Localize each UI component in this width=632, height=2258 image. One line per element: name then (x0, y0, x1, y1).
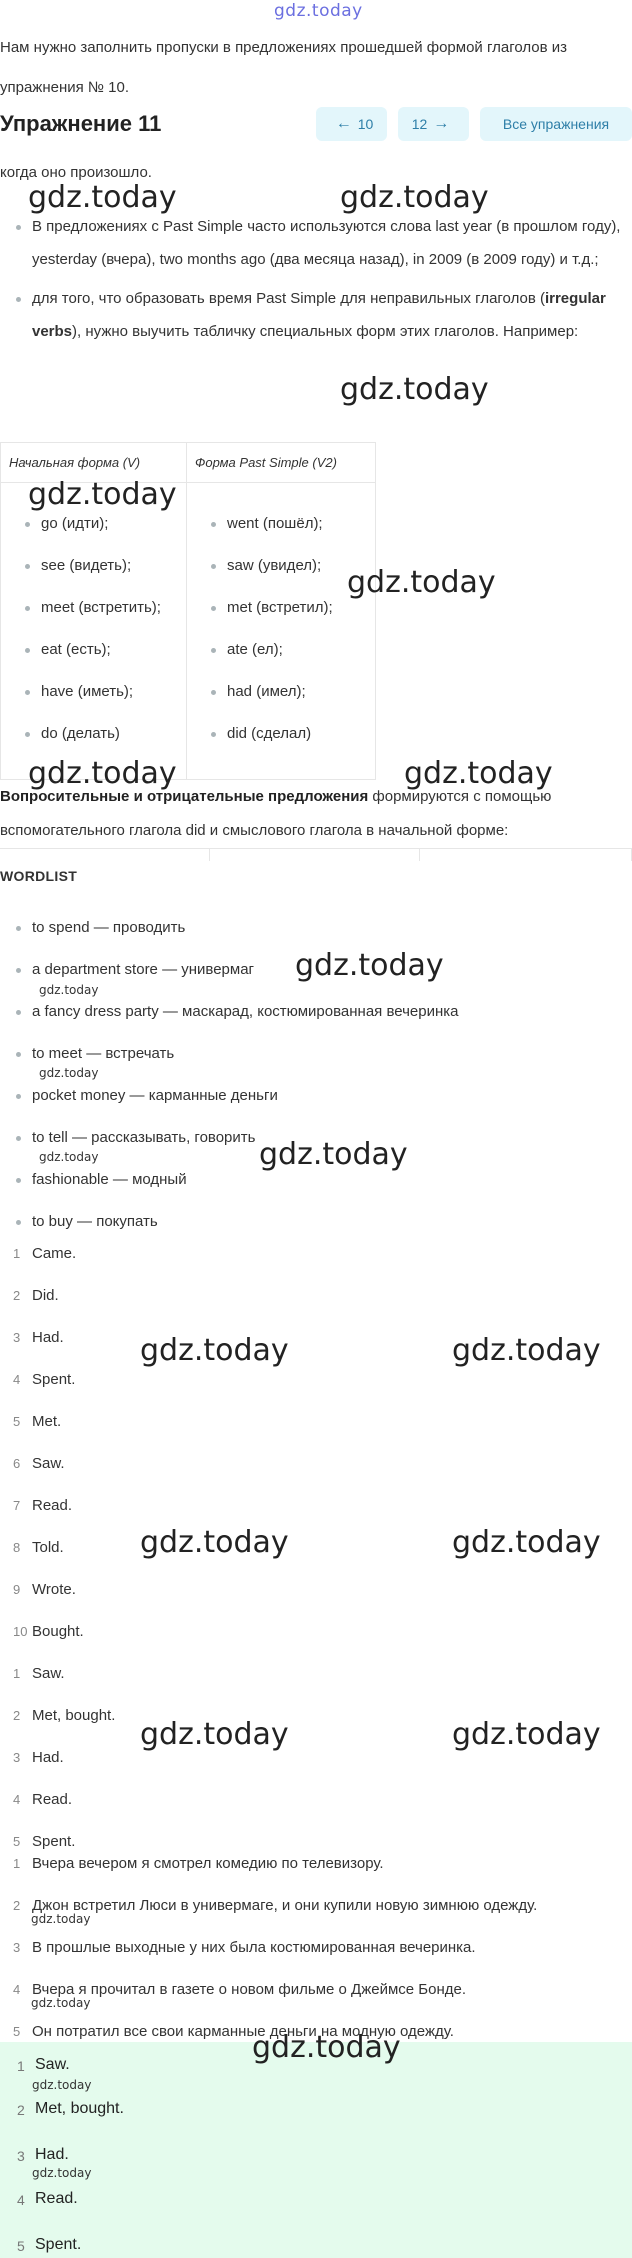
past-form-item: had (имел); (187, 671, 373, 713)
watermark-small: gdz.today (39, 1066, 99, 1080)
all-exercises-button[interactable]: Все упражнения (480, 107, 632, 141)
wordlist-item: fashionable — модный (0, 1164, 632, 1206)
list-item (0, 1616, 632, 1658)
watermark: gdz.today (404, 756, 553, 791)
theory-bullets (0, 210, 632, 354)
list-number: 3 (13, 1940, 21, 1955)
theory-bullet-2 (0, 282, 632, 348)
list-number: 1 (13, 1246, 21, 1261)
wordlist-title: WORDLIST (0, 868, 78, 884)
theory-bullet-1: В предложениях с Past Simple часто используются слова last year (в прошлом году), yesterday (вчера), two months ago (два месяца назад), in 2009 (в 2009 году) и т.д.; (0, 210, 632, 276)
list-item (0, 1280, 632, 1322)
list-text: Джон встретил Люси в универмаге, и они купили новую зимнюю одежду. (32, 1897, 538, 1914)
theory-bullet-2-a: для того, что образовать время Past Simple для неправильных глаголов ( (32, 290, 545, 307)
divider-line (209, 849, 210, 861)
list-number: 3 (13, 1330, 21, 1345)
watermark-small: gdz.today (32, 2078, 92, 2092)
past-form-item: went (пошёл); (187, 503, 373, 545)
list-item (0, 1406, 632, 1448)
next-exercise-button[interactable] (398, 107, 469, 141)
list-text: В прошлые выходные у них была костюмированная вечеринка. (32, 1939, 476, 1956)
past-form-item: met (встретил); (187, 587, 373, 629)
list-text: Told. (32, 1539, 64, 1556)
watermark-small: gdz.today (39, 1150, 99, 1164)
answer-text: Read. (35, 2190, 78, 2207)
exercise-intro: Нам нужно заполнить пропуски в предложениях прошедшей формой глаголов из упражнения № 10. (0, 39, 568, 96)
list-number: 6 (13, 1456, 21, 1471)
list-text: Saw. (32, 1665, 65, 1682)
list-number: 1 (13, 1856, 21, 1871)
list-text: Did. (32, 1287, 59, 1304)
past-form-item: did (сделал) (187, 713, 373, 755)
wordlist-item: a department store — универмаг (0, 954, 632, 996)
list-text: Met, bought. (32, 1707, 116, 1724)
list-text: Вчера вечером я смотрел комедию по телевизору. (32, 1855, 384, 1872)
exercise-title: Упражнение 11 (0, 111, 162, 136)
list-item (0, 1974, 632, 2016)
list-item (0, 1784, 632, 1826)
wordlist-item: to buy — покупать (0, 1206, 632, 1248)
answer-row (0, 2138, 632, 2182)
list-number: 9 (13, 1582, 21, 1597)
list-number: 4 (13, 1982, 21, 1997)
list-number: 3 (17, 2148, 25, 2164)
irregular-verbs-term: irregular verbs (32, 290, 606, 340)
question-rule-rest: формируются с помощью вспомогательного глагола did и смыслового глагола в начальной форме: (0, 788, 552, 839)
watermark: gdz.today (140, 1525, 289, 1560)
list-text: Read. (32, 1791, 73, 1808)
table-divider (0, 848, 632, 860)
list-text: Он потратил все свои карманные деньги на модную одежду. (32, 2023, 454, 2040)
watermark: gdz.today (28, 477, 177, 512)
answer-text: Saw. (35, 2056, 70, 2073)
watermark: gdz.today (140, 1333, 289, 1368)
watermark: gdz.today (259, 1137, 408, 1172)
next-exercise-label: 12 (411, 116, 428, 132)
list-number: 4 (17, 2192, 25, 2208)
translations-list (0, 1848, 632, 2058)
prev-exercise-label: 10 (357, 116, 374, 132)
prev-exercise-button[interactable] (316, 107, 387, 141)
watermark-small: gdz.today (39, 983, 99, 997)
answer-row (0, 2182, 632, 2226)
answers-exercise-10 (0, 1238, 632, 1658)
watermark: gdz.today (347, 565, 496, 600)
watermark: gdz.today (28, 180, 177, 215)
list-text: Read. (32, 1497, 73, 1514)
list-number: 2 (17, 2102, 25, 2118)
list-number: 4 (13, 1792, 21, 1807)
list-number: 2 (13, 1288, 21, 1303)
wordlist-item: pocket money — карманные деньги (0, 1080, 632, 1122)
list-item (0, 1448, 632, 1490)
list-number: 8 (13, 1540, 21, 1555)
watermark-small: gdz.today (31, 1912, 91, 1926)
list-number: 1 (17, 2058, 25, 2074)
list-number: 3 (13, 1750, 21, 1765)
past-form-item: saw (увидел); (187, 545, 373, 587)
answer-text: Met, bought. (35, 2100, 124, 2117)
list-text: Had. (32, 1329, 64, 1346)
list-number: 2 (13, 1898, 21, 1913)
list-item (0, 1890, 632, 1932)
watermark: gdz.today (340, 372, 489, 407)
arrow-left-icon: ← (335, 115, 352, 132)
list-number: 2 (13, 1708, 21, 1723)
watermark: gdz.today (452, 1717, 601, 1752)
list-item (0, 1932, 632, 1974)
table-header-past-form: Форма Past Simple (V2) (195, 455, 337, 470)
list-text: Wrote. (32, 1581, 76, 1598)
watermark: gdz.today (452, 1525, 601, 1560)
list-text: Had. (32, 1749, 64, 1766)
answer-row (0, 2092, 632, 2136)
wordlist-item: to spend — проводить (0, 912, 632, 954)
list-item (0, 1848, 632, 1890)
list-item (0, 1238, 632, 1280)
list-number: 4 (13, 1372, 21, 1387)
answer-row (0, 2228, 632, 2258)
list-number: 7 (13, 1498, 21, 1513)
base-form-item: meet (встретить); (1, 587, 186, 629)
table-header-base-form: Начальная форма (V) (1, 443, 187, 482)
list-item (0, 1658, 632, 1700)
list-text: Came. (32, 1245, 77, 1262)
past-form-item: ate (ел); (187, 629, 373, 671)
list-item (0, 1574, 632, 1616)
answers-exercise-11 (0, 1658, 632, 1868)
watermark-small: gdz.today (32, 2166, 92, 2180)
wordlist-item: to meet — встречать (0, 1038, 632, 1080)
list-text: Spent. (32, 1371, 76, 1388)
list-number: 5 (13, 1414, 21, 1429)
base-form-item: go (идти); (1, 503, 186, 545)
watermark: gdz.today (252, 2030, 401, 2065)
answer-text: Spent. (35, 2236, 82, 2253)
list-number: 1 (13, 1666, 21, 1681)
question-rule-bold: Вопросительные и отрицательные предложения (0, 788, 369, 805)
divider-line (419, 849, 420, 861)
exercise-header (0, 106, 632, 142)
wordlist-item: to tell — рассказывать, говорить (0, 1122, 632, 1164)
base-form-item: eat (есть); (1, 629, 186, 671)
answer-text: Had. (35, 2146, 69, 2163)
base-form-item: have (иметь); (1, 671, 186, 713)
watermark: gdz.today (340, 180, 489, 215)
arrow-right-icon: → (433, 115, 450, 132)
watermark: gdz.today (295, 948, 444, 983)
base-form-item: do (делать) (1, 713, 186, 755)
base-form-item: see (видеть); (1, 545, 186, 587)
watermark: gdz.today (28, 756, 177, 791)
list-number: 10 (13, 1624, 28, 1639)
list-text: Saw. (32, 1455, 65, 1472)
past-form-column (187, 483, 373, 779)
highlighted-answer-box (0, 2042, 632, 2258)
base-form-column (1, 483, 187, 779)
watermark: gdz.today (452, 1333, 601, 1368)
list-item (0, 1364, 632, 1406)
site-logo[interactable]: gdz.today (274, 1, 363, 21)
list-text: Spent. (32, 1833, 76, 1850)
list-text: Bought. (32, 1623, 84, 1640)
watermark: gdz.today (140, 1717, 289, 1752)
theory-clipped-line: когда оно произошло. (0, 164, 152, 181)
theory-bullet-2-c: ), нужно выучить табличку специальных форм этих глаголов. Например: (72, 323, 579, 340)
list-text: Met. (32, 1413, 62, 1430)
list-text: Вчера я прочитал в газете о новом фильме о Джеймсе Бонде. (32, 1981, 467, 1998)
watermark-small: gdz.today (31, 1996, 91, 2010)
list-number: 5 (13, 2024, 21, 2039)
list-number: 5 (13, 1834, 21, 1849)
wordlist-item: a fancy dress party — маскарад, костюмированная вечеринка (0, 996, 632, 1038)
list-number: 5 (17, 2238, 25, 2254)
